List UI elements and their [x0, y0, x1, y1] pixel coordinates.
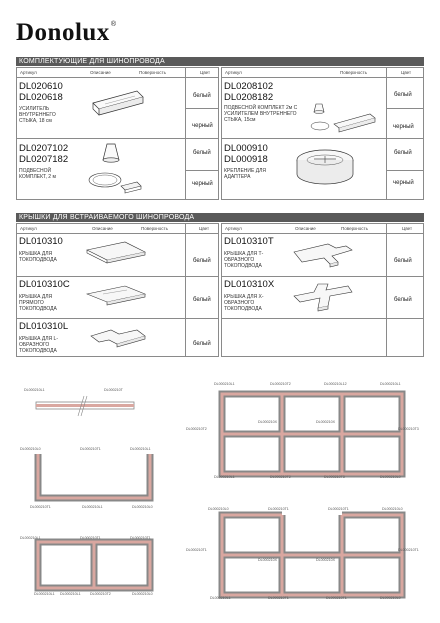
header-color: Цвет — [200, 70, 211, 75]
sku: DL010310 — [19, 236, 63, 247]
sku-primary: DL000910 — [224, 143, 268, 154]
color-white: белый — [394, 92, 412, 98]
diagram-label: DL000210T1 — [30, 505, 51, 509]
product-image-joint-reinforcer — [85, 83, 147, 127]
item-description: ПОДВЕСНОЙ КОМПЛЕКТ, 2 м — [19, 168, 56, 180]
header-article: Артикул — [225, 226, 242, 231]
header-surface: Поверхность — [139, 70, 166, 75]
color-black: черный — [393, 124, 414, 130]
diagram-grid-top — [212, 384, 412, 484]
header-description: Описание — [295, 226, 316, 231]
diagram-label: DL000210T — [104, 388, 123, 392]
diagram-label: DL000210L0 — [208, 507, 229, 511]
diagram-label: DL000210T1 — [268, 507, 289, 511]
header-color: Цвет — [199, 226, 210, 231]
diagram-label: DL000210T1 — [130, 536, 151, 540]
sku: DL010310C — [19, 279, 70, 290]
section1-title: КОМПЛЕКТУЮЩИЕ ДЛЯ ШИНОПРОВОДА — [16, 57, 424, 66]
diagram-label: DL000210T2 — [270, 382, 291, 386]
diagram-label: DL000210L1 — [34, 592, 55, 596]
table-header — [17, 224, 218, 234]
diagram-label: DL000210L1 — [210, 596, 231, 600]
header-article: Артикул — [20, 70, 37, 75]
diagram-label: DL000210X — [316, 420, 335, 424]
diagram-label: DL000210L1 — [82, 505, 103, 509]
registered-mark: ® — [110, 21, 116, 28]
sku-secondary: DL020618 — [19, 92, 63, 103]
color-white: белый — [193, 297, 211, 303]
diagram-label: DL000210L0 — [20, 447, 41, 451]
item-description: КРЫШКА ДЛЯ L-ОБРАЗНОГО ТОКОПОДВОДА — [19, 336, 59, 354]
section1-table-left — [16, 67, 219, 200]
sku-primary: DL0208102 — [224, 81, 274, 92]
diagram-straight-rail — [30, 386, 142, 422]
product-image-adapter-mount — [292, 144, 358, 196]
section2-table-left — [16, 223, 219, 357]
diagram-label: DL000210T3 — [324, 475, 345, 479]
sku-primary: DL020610 — [19, 81, 63, 92]
diagram-label: DL000210L1 — [214, 475, 235, 479]
diagram-label: DL000210L0 — [380, 596, 401, 600]
diagram-label: DL000210L1 — [214, 382, 235, 386]
diagram-label: DL000210T1 — [268, 596, 289, 600]
product-image-suspension-kit-reinforcer — [310, 96, 380, 136]
table-header — [222, 68, 423, 78]
section1-table-right — [221, 67, 424, 200]
header-surface: Поверхность — [141, 226, 168, 231]
header-color: Цвет — [401, 70, 412, 75]
color-white: белый — [193, 93, 211, 99]
diagram-label: DL000210L0 — [380, 475, 401, 479]
table-header — [222, 224, 423, 234]
diagram-grid-bottom — [212, 505, 412, 605]
diagram-label: DL000210T1 — [328, 507, 349, 511]
brand-name: Donolux — [16, 19, 110, 46]
product-image-cover-l-shaped — [81, 322, 151, 356]
diagram-label: DL000210T2 — [270, 475, 291, 479]
diagram-label: DL000210T1 — [80, 536, 101, 540]
diagram-label: DL000210T1 — [326, 596, 347, 600]
section2-title: КРЫШКИ ДЛЯ ВСТРАИВАЕМОГО ШИНОПРОВОДА — [16, 213, 424, 222]
diagram-label: DL000210T3 — [398, 427, 419, 431]
diagram-label: DL000210L1 — [380, 382, 401, 386]
diagram-label: DL000210L1 — [20, 536, 41, 540]
item-description: КРЫШКА ДЛЯ Х-ОБРАЗНОГО ТОКОПОДВОДА — [224, 294, 264, 312]
item-description: ПОДВЕСНОЙ КОМПЛЕКТ 2м С УСИЛИТЕЛЕМ ВНУТРЕННЕГО СТЫКА, 15см — [224, 105, 298, 123]
diagram-label: DL000210X — [258, 558, 277, 562]
color-black: черный — [393, 180, 414, 186]
diagram-label: DL000210L0 — [132, 592, 153, 596]
product-image-cover-feed — [81, 238, 151, 272]
diagram-label: DL000210T1 — [398, 548, 419, 552]
header-surface: Поверхность — [340, 70, 367, 75]
diagram-label: DL000210L1 — [24, 388, 45, 392]
sku-primary: DL0207102 — [19, 143, 69, 154]
brand-logo — [16, 20, 116, 45]
color-black: черный — [192, 123, 213, 129]
diagram-label: DL000210L1 — [60, 592, 81, 596]
diagram-label: DL000210L1 — [130, 447, 151, 451]
color-white: белый — [193, 258, 211, 264]
color-white: белый — [394, 150, 412, 156]
color-black: черный — [192, 181, 213, 187]
header-description: Описание — [90, 70, 111, 75]
product-image-cover-t-shaped — [288, 236, 358, 274]
diagram-label: DL000210T1 — [186, 548, 207, 552]
item-description: УСИЛИТЕЛЬ ВНУТРЕННЕГО СТЫКА, 18 см — [19, 106, 56, 124]
diagram-label: DL000210L0 — [382, 507, 403, 511]
header-article: Артикул — [20, 226, 37, 231]
item-description: КРЫШКА ДЛЯ ТОКОПОДВОДА — [19, 251, 57, 263]
table-header — [17, 68, 218, 78]
diagram-label: DL000210L0 — [132, 505, 153, 509]
diagram-label: DL000210X — [258, 420, 277, 424]
item-description: КРЫШКА ДЛЯ ПРЯМОГО ТОКОПОДВОДА — [19, 294, 57, 312]
header-surface: Поверхность — [341, 226, 368, 231]
header-description: Описание — [92, 226, 113, 231]
header-color: Цвет — [402, 226, 413, 231]
diagram-label: DL000210X — [316, 558, 335, 562]
diagram-label: DL000210T2 — [186, 427, 207, 431]
color-white: белый — [193, 341, 211, 347]
section2-table-right — [221, 223, 424, 357]
header-article: Артикул — [225, 70, 242, 75]
item-description: КРЫШКА ДЛЯ Т-ОБРАЗНОГО ТОКОПОДВОДА — [224, 251, 264, 269]
product-image-cover-x-shaped — [288, 280, 358, 316]
sku-secondary: DL0207182 — [19, 154, 69, 165]
sku: DL010310L — [19, 321, 69, 332]
sku-secondary: DL000918 — [224, 154, 268, 165]
sku: DL010310X — [224, 279, 275, 290]
product-image-suspension-kit — [85, 140, 145, 198]
sku-secondary: DL0208182 — [224, 92, 274, 103]
sku: DL010310T — [224, 236, 274, 247]
color-white: белый — [394, 297, 412, 303]
color-white: белый — [193, 150, 211, 156]
color-white: белый — [394, 258, 412, 264]
diagram-label: DL000210T2 — [90, 592, 111, 596]
item-description: КРЕПЛЕНИЕ ДЛЯ АДАПТЕРА — [224, 168, 266, 180]
diagram-label: DL000210T1 — [80, 447, 101, 451]
product-image-cover-straight — [81, 282, 151, 314]
diagram-label: DL000210L12 — [324, 382, 347, 386]
